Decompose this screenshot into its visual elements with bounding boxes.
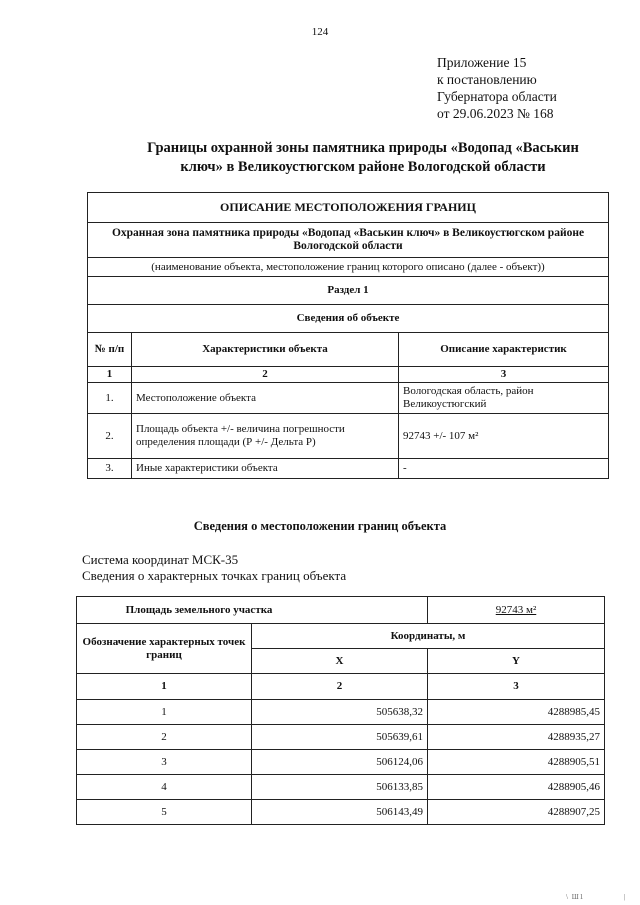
row-num: 2. <box>88 414 132 459</box>
point-label: 3 <box>77 750 252 775</box>
point-label: 4 <box>77 775 252 800</box>
object-name: Охранная зона памятника природы «Водопад «Васькин ключ» в Великоустюгском районе Вологодской области <box>88 223 609 258</box>
area-value-cell <box>428 597 605 624</box>
boundary-section-title: Сведения о местоположении границ объекта <box>193 519 447 533</box>
x-value: 506124,06 <box>252 750 428 775</box>
table-row <box>88 459 609 479</box>
scan-marks: \ Ш1 <box>566 893 585 901</box>
table-row <box>77 750 605 775</box>
page-number: 124 <box>311 26 329 38</box>
x-value: 506143,49 <box>252 800 428 825</box>
column-header-num: № п/п <box>88 333 132 367</box>
row-value: Вологодская область, район Великоустюгский <box>399 383 609 414</box>
title-line: ключ» в Великоустюгском районе Вологодской области <box>180 159 546 175</box>
point-header: Обозначение характерных точек границ <box>77 624 252 674</box>
row-value: - <box>399 459 609 479</box>
column-number: 2 <box>132 367 399 383</box>
column-header-characteristic: Характеристики объекта <box>132 333 399 367</box>
column-number: 2 <box>252 674 428 700</box>
table-row <box>77 725 605 750</box>
row-num: 1. <box>88 383 132 414</box>
x-value: 505638,32 <box>252 700 428 725</box>
object-caption: (наименование объекта, местоположение границ которого описано (далее - объект)) <box>88 258 609 277</box>
title-line: Границы охранной зоны памятника природы «Водопад «Васькин <box>147 140 579 156</box>
x-value: 506133,85 <box>252 775 428 800</box>
subsection-label: Сведения об объекте <box>88 305 609 333</box>
appendix-line: от 29.06.2023 № 168 <box>437 106 554 121</box>
row-characteristic: Местоположение объекта <box>132 383 399 414</box>
table-row <box>88 414 609 459</box>
points-caption: Сведения о характерных точках границ объекта <box>82 568 347 583</box>
coordinate-system: Система координат МСК-35 <box>82 552 239 567</box>
point-label: 1 <box>77 700 252 725</box>
y-value: 4288907,25 <box>428 800 605 825</box>
scan-tick: | <box>624 893 626 901</box>
row-characteristic: Иные характеристики объекта <box>132 459 399 479</box>
document-title <box>110 139 616 177</box>
table-row <box>77 800 605 825</box>
column-number: 1 <box>77 674 252 700</box>
point-label: 5 <box>77 800 252 825</box>
row-num: 3. <box>88 459 132 479</box>
y-value: 4288935,27 <box>428 725 605 750</box>
area-value: 92743 м² <box>495 603 537 616</box>
column-header-description: Описание характеристик <box>399 333 609 367</box>
table-row <box>88 383 609 414</box>
appendix-line: Приложение 15 <box>437 55 527 70</box>
appendix-line: Губернатора области <box>437 89 557 104</box>
area-label: Площадь земельного участка <box>77 597 428 624</box>
coordinates-table <box>76 596 605 825</box>
point-label: 2 <box>77 725 252 750</box>
coordinate-system-block <box>82 552 346 584</box>
y-value: 4288905,46 <box>428 775 605 800</box>
column-number: 3 <box>428 674 605 700</box>
x-header: X <box>252 649 428 674</box>
description-header: ОПИСАНИЕ МЕСТОПОЛОЖЕНИЯ ГРАНИЦ <box>88 193 609 223</box>
row-value: 92743 +/- 107 м² <box>399 414 609 459</box>
y-header: Y <box>428 649 605 674</box>
boundary-description-table <box>87 192 609 479</box>
coords-header: Координаты, м <box>252 624 605 649</box>
y-value: 4288985,45 <box>428 700 605 725</box>
section-label: Раздел 1 <box>88 277 609 305</box>
appendix-block <box>437 54 557 122</box>
appendix-line: к постановлению <box>437 72 537 87</box>
x-value: 505639,61 <box>252 725 428 750</box>
y-value: 4288905,51 <box>428 750 605 775</box>
row-characteristic: Площадь объекта +/- величина погрешности определения площади (Р +/- Дельта Р) <box>132 414 399 459</box>
table-row <box>77 700 605 725</box>
table-row <box>77 775 605 800</box>
column-number: 3 <box>399 367 609 383</box>
column-number: 1 <box>88 367 132 383</box>
